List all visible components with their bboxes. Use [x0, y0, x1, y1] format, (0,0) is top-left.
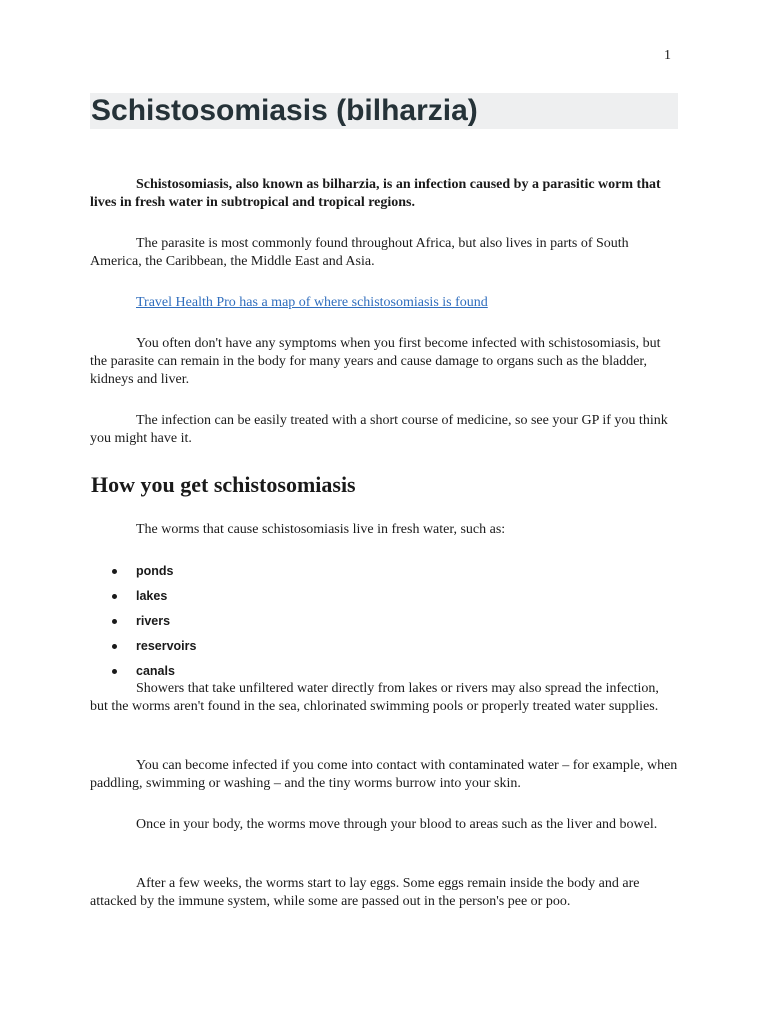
contact-paragraph: You can become infected if you come into contact with contaminated water – for example, when paddling, swimming or washing – and the tiny worms burrow into your skin.: [90, 758, 678, 791]
intro-summary: Schistosomiasis, also known as bilharzia, is an infection caused by a parasitic worm that lives in fresh water in subtropical and tropical regions.: [90, 177, 661, 210]
eggs-paragraph: After a few weeks, the worms start to lay eggs. Some eggs remain inside the body and are attacked by the immune system, while some are passed out in the person's pee or poo.: [90, 876, 640, 909]
bullet-icon: [112, 569, 117, 574]
list-item-label: rivers: [136, 614, 171, 628]
section-heading: How you get schistosomiasis: [91, 472, 356, 497]
intro-treatment: The infection can be easily treated with a short course of medicine, so see your GP if you think you might have it.: [90, 413, 668, 446]
intro-where-found: The parasite is most commonly found throughout Africa, but also lives in parts of South America, the Caribbean, the Middle East and Asia.: [90, 236, 629, 269]
map-link[interactable]: Travel Health Pro has a map of where schistosomiasis is found: [136, 295, 488, 310]
list-item-label: reservoirs: [136, 639, 197, 653]
map-link-paragraph: [90, 294, 680, 312]
page-title: Schistosomiasis (bilharzia): [91, 94, 478, 127]
showers-paragraph: Showers that take unfiltered water directly from lakes or rivers may also spread the infection, but the worms aren't found in the sea, chlorinated swimming pools or properly treated water supplies.: [90, 681, 659, 714]
section-lead: The worms that cause schistosomiasis live in fresh water, such as:: [136, 522, 506, 537]
bullet-icon: [112, 669, 117, 674]
list-item-label: ponds: [136, 564, 174, 578]
list-item-label: lakes: [136, 589, 168, 603]
in-body-paragraph: Once in your body, the worms move through your blood to areas such as the liver and bowel.: [136, 817, 658, 832]
list-item-label: canals: [136, 664, 175, 678]
page-number: 1: [664, 48, 671, 63]
bullet-icon: [112, 594, 117, 599]
title-banner: [90, 93, 678, 129]
bullet-icon: [112, 644, 117, 649]
bullet-icon: [112, 619, 117, 624]
intro-symptoms: You often don't have any symptoms when you first become infected with schistosomiasis, but the parasite can remain in the body for many years and cause damage to organs such as the bladder, kidneys and liver.: [90, 336, 661, 387]
